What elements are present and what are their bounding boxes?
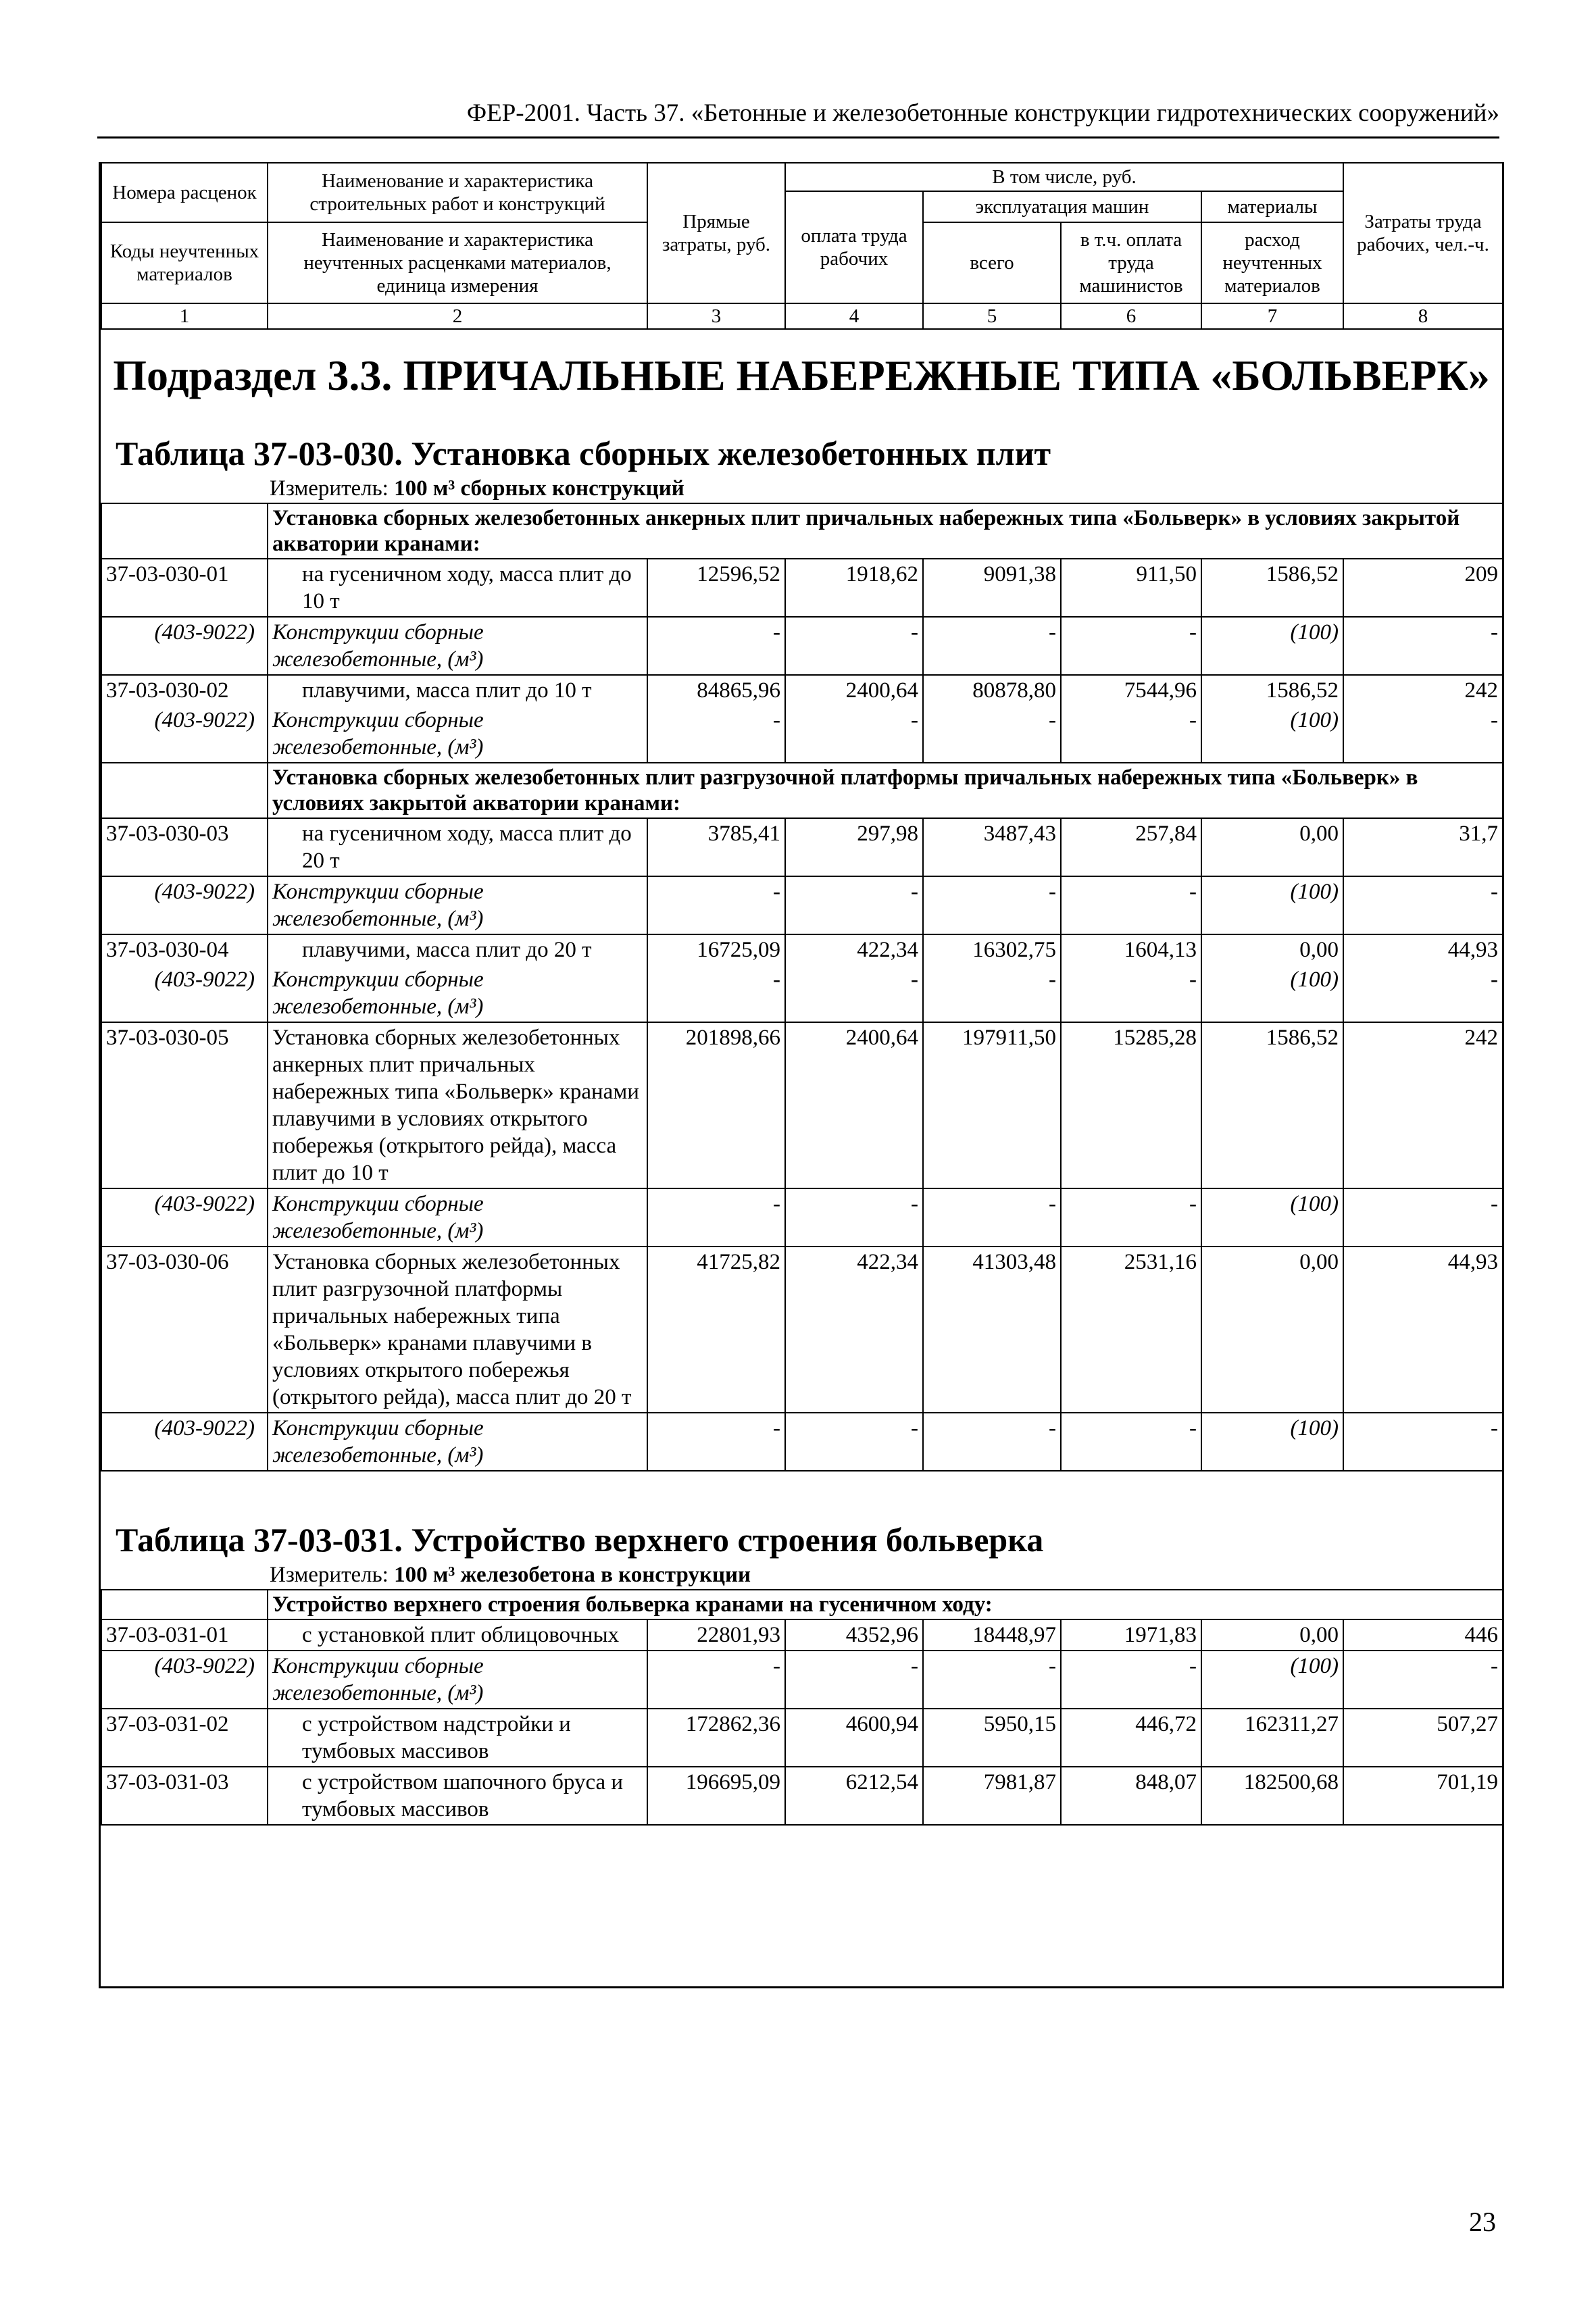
- material-usage: (100): [1201, 1413, 1343, 1471]
- worker-pay: 297,98: [785, 818, 923, 876]
- operator-pay: 7544,96: [1061, 675, 1201, 705]
- direct-costs: 16725,09: [647, 934, 785, 965]
- worker-pay: 422,34: [785, 1247, 923, 1413]
- worker-pay: 6212,54: [785, 1767, 923, 1825]
- col-number: 5: [923, 303, 1061, 329]
- meter-label: Измеритель:: [270, 476, 389, 501]
- material-value: -: [785, 1651, 923, 1709]
- materials-cost: 0,00: [1201, 1247, 1343, 1413]
- material-value: -: [785, 1188, 923, 1247]
- material-row: [101, 965, 1503, 1022]
- rate-description: с устройством шапочного бруса и тумбовых массивов: [268, 1767, 647, 1825]
- material-description: Конструкции сборные железобетонные, (м³): [268, 876, 647, 934]
- material-usage: (100): [1201, 705, 1343, 763]
- table-title: Таблица 37-03-030. Установка сборных железобетонных плит: [116, 434, 1051, 472]
- header-including: В том числе, руб.: [785, 163, 1343, 191]
- operator-pay: 15285,28: [1061, 1022, 1201, 1188]
- material-usage: (100): [1201, 1188, 1343, 1247]
- meter-value: 100 м³ сборных конструкций: [394, 476, 684, 501]
- material-value: -: [1343, 1413, 1503, 1471]
- material-value: -: [923, 1188, 1061, 1247]
- rate-code: 37-03-030-01: [101, 559, 268, 617]
- direct-costs: 196695,09: [647, 1767, 785, 1825]
- table-row: [101, 1709, 1503, 1767]
- page-frame: [99, 162, 1504, 1988]
- machines-total: 80878,80: [923, 675, 1061, 705]
- header-machines: эксплуатация машин: [923, 191, 1201, 222]
- labor-hours: 446: [1343, 1619, 1503, 1651]
- material-value: -: [647, 876, 785, 934]
- material-value: -: [647, 1651, 785, 1709]
- material-code: (403-9022): [101, 876, 268, 934]
- operator-pay: 1971,83: [1061, 1619, 1201, 1651]
- material-description: Конструкции сборные железобетонные, (м³): [268, 965, 647, 1022]
- group-heading: Устройство верхнего строения больверка кранами на гусеничном ходу:: [268, 1590, 1503, 1619]
- machines-total: 5950,15: [923, 1709, 1061, 1767]
- meter-line: [101, 474, 1502, 503]
- rate-block: [101, 1247, 1503, 1471]
- material-value: -: [1061, 1413, 1201, 1471]
- table-title: Таблица 37-03-031. Устройство верхнего строения больверка: [116, 1521, 1044, 1559]
- material-row: [101, 1413, 1503, 1471]
- material-code: (403-9022): [101, 1188, 268, 1247]
- material-value: -: [1343, 876, 1503, 934]
- rate-code: 37-03-031-01: [101, 1619, 268, 1651]
- materials-cost: 0,00: [1201, 1619, 1343, 1651]
- material-usage: (100): [1201, 965, 1343, 1022]
- group-heading: Установка сборных железобетонных плит разгрузочной платформы причальных набережных типа «Больверк» в условиях закрытой акватории кранами:: [268, 763, 1503, 818]
- header-material-names: Наименование и характеристика неучтенных расценками материалов, единица измерения: [268, 222, 647, 303]
- col-number: 8: [1343, 303, 1503, 329]
- rate-description: плавучими, масса плит до 10 т: [268, 675, 647, 705]
- worker-pay: 4600,94: [785, 1709, 923, 1767]
- labor-hours: 242: [1343, 675, 1503, 705]
- material-value: -: [785, 965, 923, 1022]
- material-description: Конструкции сборные железобетонные, (м³): [268, 1413, 647, 1471]
- rate-block: [101, 818, 1503, 934]
- table-row: [101, 559, 1503, 617]
- labor-hours: 209: [1343, 559, 1503, 617]
- machines-total: 7981,87: [923, 1767, 1061, 1825]
- header-work-name: Наименование и характеристика строительных работ и конструкций: [268, 163, 647, 222]
- material-value: -: [923, 1413, 1061, 1471]
- rate-description: с устройством надстройки и тумбовых массивов: [268, 1709, 647, 1767]
- material-code: (403-9022): [101, 617, 268, 675]
- meter-value: 100 м³ железобетона в конструкции: [394, 1563, 751, 1587]
- rate-code: 37-03-030-02: [101, 675, 268, 705]
- header-materials: материалы: [1201, 191, 1343, 222]
- header-direct-costs: Прямые затраты, руб.: [647, 163, 785, 303]
- rate-block: [101, 559, 1503, 675]
- rate-block: [101, 675, 1503, 763]
- header-operator-pay: в т.ч. оплата труда машинистов: [1061, 222, 1201, 303]
- rate-description: на гусеничном ходу, масса плит до 10 т: [268, 559, 647, 617]
- header-rate-number: Номера расценок: [101, 163, 268, 222]
- material-row: [101, 876, 1503, 934]
- rate-code: 37-03-030-03: [101, 818, 268, 876]
- material-value: -: [785, 617, 923, 675]
- rate-description: Установка сборных железобетонных плит разгрузочной платформы причальных набережных типа «Больверк» кранами плавучими в условиях открытого побережья (открытого рейда), масса плит до 20 т: [268, 1247, 647, 1413]
- operator-pay: 848,07: [1061, 1767, 1201, 1825]
- labor-hours: 242: [1343, 1022, 1503, 1188]
- material-value: -: [1343, 965, 1503, 1022]
- group-heading: Установка сборных железобетонных анкерных плит причальных набережных типа «Больверк» в условиях закрытой акватории кранами:: [268, 503, 1503, 559]
- materials-cost: 162311,27: [1201, 1709, 1343, 1767]
- material-value: -: [647, 1413, 785, 1471]
- table-row: [101, 675, 1503, 705]
- material-value: -: [1061, 876, 1201, 934]
- material-usage: (100): [1201, 617, 1343, 675]
- direct-costs: 84865,96: [647, 675, 785, 705]
- material-value: -: [1061, 965, 1201, 1022]
- direct-costs: 172862,36: [647, 1709, 785, 1767]
- material-value: -: [1343, 705, 1503, 763]
- header-machines-total: всего: [923, 222, 1061, 303]
- material-row: [101, 705, 1503, 763]
- meter-label: Измеритель:: [270, 1563, 389, 1587]
- machines-total: 197911,50: [923, 1022, 1061, 1188]
- machines-total: 16302,75: [923, 934, 1061, 965]
- material-code: (403-9022): [101, 1651, 268, 1709]
- materials-cost: 0,00: [1201, 934, 1343, 965]
- material-code: (403-9022): [101, 705, 268, 763]
- material-code: (403-9022): [101, 1413, 268, 1471]
- machines-total: 41303,48: [923, 1247, 1061, 1413]
- operator-pay: 1604,13: [1061, 934, 1201, 965]
- labor-hours: 44,93: [1343, 934, 1503, 965]
- operator-pay: 2531,16: [1061, 1247, 1201, 1413]
- rate-block: [101, 1619, 1503, 1709]
- material-value: -: [647, 1188, 785, 1247]
- material-value: -: [923, 617, 1061, 675]
- material-value: -: [785, 705, 923, 763]
- labor-hours: 44,93: [1343, 1247, 1503, 1413]
- material-value: -: [923, 965, 1061, 1022]
- material-usage: (100): [1201, 1651, 1343, 1709]
- rate-code: 37-03-030-05: [101, 1022, 268, 1188]
- table-row: [101, 818, 1503, 876]
- rate-code: 37-03-031-02: [101, 1709, 268, 1767]
- header-material-codes: Коды неучтенных материалов: [101, 222, 268, 303]
- labor-hours: 31,7: [1343, 818, 1503, 876]
- worker-pay: 2400,64: [785, 675, 923, 705]
- material-value: -: [1061, 617, 1201, 675]
- col-number: 6: [1061, 303, 1201, 329]
- col-number: 4: [785, 303, 923, 329]
- material-usage: (100): [1201, 876, 1343, 934]
- material-value: -: [647, 965, 785, 1022]
- material-description: Конструкции сборные железобетонные, (м³): [268, 1188, 647, 1247]
- worker-pay: 2400,64: [785, 1022, 923, 1188]
- material-description: Конструкции сборные железобетонные, (м³): [268, 705, 647, 763]
- labor-hours: 701,19: [1343, 1767, 1503, 1825]
- material-value: -: [1061, 705, 1201, 763]
- material-value: -: [785, 1413, 923, 1471]
- table-row: [101, 1247, 1503, 1413]
- worker-pay: 1918,62: [785, 559, 923, 617]
- material-code: (403-9022): [101, 965, 268, 1022]
- material-description: Конструкции сборные железобетонные, (м³): [268, 617, 647, 675]
- materials-cost: 1586,52: [1201, 559, 1343, 617]
- machines-total: 3487,43: [923, 818, 1061, 876]
- meter-line: [101, 1561, 1502, 1589]
- rate-description: Установка сборных железобетонных анкерных плит причальных набережных типа «Больверк» кранами плавучими в условиях открытого побережья (открытого рейда), масса плит до 10 т: [268, 1022, 647, 1188]
- rate-block: [101, 1022, 1503, 1247]
- col-number: 3: [647, 303, 785, 329]
- rates-table-031: [101, 1589, 1503, 1826]
- material-value: -: [1343, 617, 1503, 675]
- direct-costs: 22801,93: [647, 1619, 785, 1651]
- worker-pay: 422,34: [785, 934, 923, 965]
- worker-pay: 4352,96: [785, 1619, 923, 1651]
- operator-pay: 446,72: [1061, 1709, 1201, 1767]
- material-row: [101, 1651, 1503, 1709]
- col-number: 1: [101, 303, 268, 329]
- material-value: -: [1061, 1188, 1201, 1247]
- rate-description: с установкой плит облицовочных: [268, 1619, 647, 1651]
- materials-cost: 1586,52: [1201, 1022, 1343, 1188]
- operator-pay: 257,84: [1061, 818, 1201, 876]
- direct-costs: 12596,52: [647, 559, 785, 617]
- material-value: -: [1061, 1651, 1201, 1709]
- section-title: Подраздел 3.3. ПРИЧАЛЬНЫЕ НАБЕРЕЖНЫЕ ТИПА «БОЛЬВЕРК»: [113, 351, 1490, 399]
- rate-block: [101, 934, 1503, 1022]
- header-labor-costs: Затраты труда рабочих, чел.-ч.: [1343, 163, 1503, 303]
- machines-total: 18448,97: [923, 1619, 1061, 1651]
- materials-cost: 182500,68: [1201, 1767, 1343, 1825]
- rate-description: плавучими, масса плит до 20 т: [268, 934, 647, 965]
- material-description: Конструкции сборные железобетонные, (м³): [268, 1651, 647, 1709]
- header-material-usage: расход неучтенных материалов: [1201, 222, 1343, 303]
- header-worker-pay: оплата труда рабочих: [785, 191, 923, 303]
- rate-description: на гусеничном ходу, масса плит до 20 т: [268, 818, 647, 876]
- materials-cost: 0,00: [1201, 818, 1343, 876]
- material-value: -: [923, 705, 1061, 763]
- col-number: 2: [268, 303, 647, 329]
- group-heading-row: [101, 1590, 1503, 1619]
- materials-cost: 1586,52: [1201, 675, 1343, 705]
- operator-pay: 911,50: [1061, 559, 1201, 617]
- material-value: -: [923, 1651, 1061, 1709]
- direct-costs: 41725,82: [647, 1247, 785, 1413]
- table-row: [101, 934, 1503, 965]
- rate-code: 37-03-030-06: [101, 1247, 268, 1413]
- machines-total: 9091,38: [923, 559, 1061, 617]
- material-row: [101, 617, 1503, 675]
- column-header-table: [101, 162, 1503, 330]
- material-value: -: [923, 876, 1061, 934]
- material-row: [101, 1188, 1503, 1247]
- table-row: [101, 1767, 1503, 1825]
- direct-costs: 3785,41: [647, 818, 785, 876]
- table-row: [101, 1619, 1503, 1651]
- col-number: 7: [1201, 303, 1343, 329]
- direct-costs: 201898,66: [647, 1022, 785, 1188]
- material-value: -: [785, 876, 923, 934]
- rate-code: 37-03-030-04: [101, 934, 268, 965]
- material-value: -: [1343, 1188, 1503, 1247]
- rates-table-030: [101, 503, 1503, 1472]
- material-value: -: [647, 705, 785, 763]
- material-value: -: [1343, 1651, 1503, 1709]
- material-value: -: [647, 617, 785, 675]
- labor-hours: 507,27: [1343, 1709, 1503, 1767]
- rate-code: 37-03-031-03: [101, 1767, 268, 1825]
- running-header: ФЕР-2001. Часть 37. «Бетонные и железобетонные конструкции гидротехнических сооружений»: [97, 93, 1499, 139]
- group-heading-row: [101, 503, 1503, 559]
- table-row: [101, 1022, 1503, 1188]
- page-number: 23: [1469, 2207, 1496, 2237]
- group-heading-row: [101, 763, 1503, 818]
